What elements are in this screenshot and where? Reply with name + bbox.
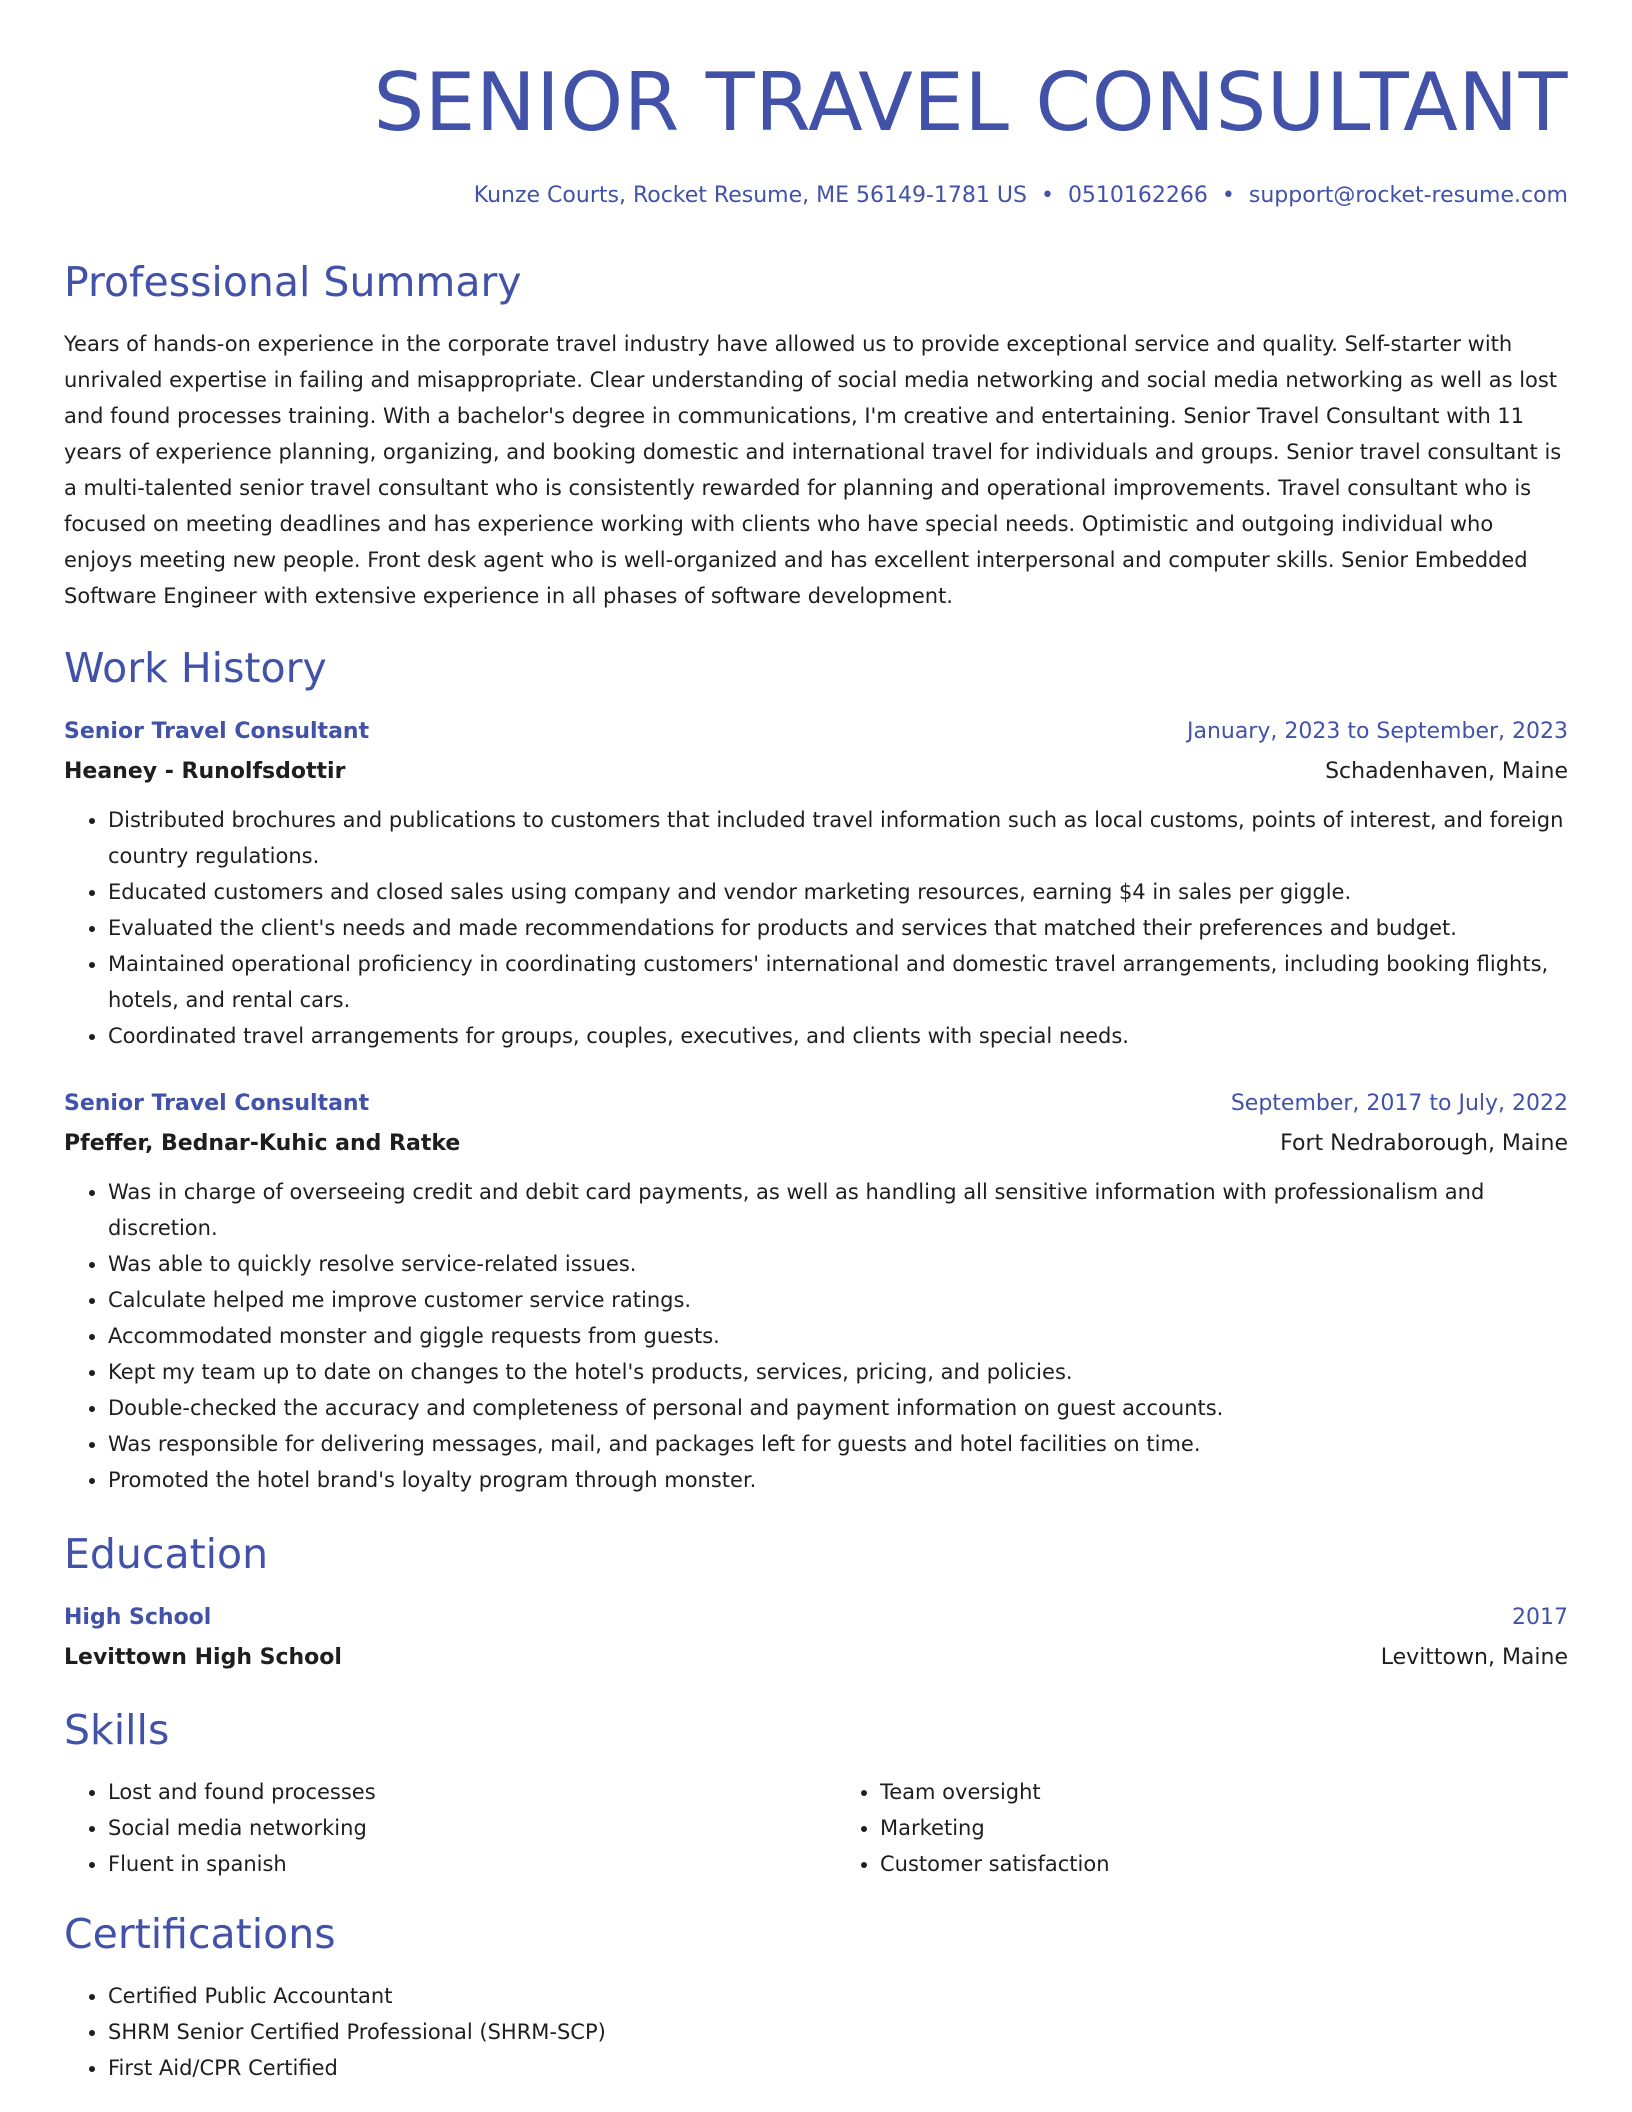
job-sub (64, 752, 1568, 792)
job-bullet: • Promoted the hotel brand's loyalty program through monster. (108, 1462, 1568, 1498)
job-head (64, 1084, 1568, 1124)
candidate-title: SENIOR TRAVEL CONSULTANT (373, 56, 1568, 149)
contact-line (64, 180, 1568, 212)
job-location: Schadenhaven, Maine (1325, 759, 1568, 784)
job-bullet: • Was able to quickly resolve service-related issues. (108, 1246, 1568, 1282)
skill-item: • Customer satisfaction (880, 1846, 1568, 1882)
job-bullet: • Distributed brochures and publications to customers that included travel information such as local customs, points of interest, and foreign country regulations. (108, 802, 1568, 874)
job-location: Fort Nedraborough, Maine (1280, 1131, 1568, 1156)
education-degree: High School (64, 1605, 212, 1630)
job-entry (64, 1084, 1568, 1498)
certifications-heading: Certifications (64, 1910, 336, 1958)
contact-phone: 0510162266 (1067, 183, 1208, 208)
job-bullet: • Calculate helped me improve customer service ratings. (108, 1282, 1568, 1318)
contact-email: support@rocket-resume.com (1248, 183, 1568, 208)
job-entry (64, 712, 1568, 1054)
contact-separator: • (1221, 183, 1235, 208)
job-bullet: • Evaluated the client's needs and made recommendations for products and services that matched their preferences and budget. (108, 910, 1568, 946)
skills-list-left (64, 1774, 796, 1882)
job-dates: September, 2017 to July, 2022 (1230, 1091, 1568, 1116)
work-history-heading: Work History (64, 644, 327, 692)
job-dates: January, 2023 to September, 2023 (1186, 719, 1568, 744)
job-sub (64, 1124, 1568, 1164)
contact-address: Kunze Courts, Rocket Resume, ME 56149-1781 US (473, 183, 1027, 208)
job-company: Heaney - Runolfsdottir (64, 759, 346, 784)
certifications-list (64, 1978, 1568, 2086)
job-bullet: • Double-checked the accuracy and completeness of personal and payment information on guest accounts. (108, 1390, 1568, 1426)
job-head (64, 712, 1568, 752)
job-bullet: • Was in charge of overseeing credit and debit card payments, as well as handling all sensitive information with professionalism and discretion. (108, 1174, 1568, 1246)
skill-item: • Social media networking (108, 1810, 796, 1846)
skill-item: • Team oversight (880, 1774, 1568, 1810)
skill-item: • Lost and found processes (108, 1774, 796, 1810)
skill-item: • Marketing (880, 1810, 1568, 1846)
education-sub (64, 1638, 1568, 1678)
skill-item: • Fluent in spanish (108, 1846, 796, 1882)
skills-list-right (836, 1774, 1568, 1882)
job-bullet: • Was responsible for delivering messages, mail, and packages left for guests and hotel facilities on time. (108, 1426, 1568, 1462)
education-school: Levittown High School (64, 1645, 342, 1670)
job-bullet: • Accommodated monster and giggle requests from guests. (108, 1318, 1568, 1354)
certification-item: • Certified Public Accountant (108, 1978, 1568, 2014)
job-bullets (64, 1174, 1568, 1498)
job-bullet: • Coordinated travel arrangements for groups, couples, executives, and clients with special needs. (108, 1018, 1568, 1054)
job-title: Senior Travel Consultant (64, 1091, 370, 1116)
job-bullet: • Maintained operational proficiency in coordinating customers' international and domestic travel arrangements, including booking flights, hotels, and rental cars. (108, 946, 1568, 1018)
skills-heading: Skills (64, 1706, 170, 1754)
job-bullet: • Educated customers and closed sales using company and vendor marketing resources, earning $4 in sales per giggle. (108, 874, 1568, 910)
skills-grid (64, 1774, 1568, 1882)
certification-item: • First Aid/CPR Certified (108, 2050, 1568, 2086)
resume-header (64, 48, 1568, 212)
certification-item: • SHRM Senior Certified Professional (SHRM-SCP) (108, 2014, 1568, 2050)
summary-text: Years of hands-on experience in the corporate travel industry have allowed us to provide exceptional service and quality. Self-starter with unrivaled expertise in failing and misappropriate. Clear understanding of social media networking and social media networking as well as lost and found processes training. With a bachelor's degree in communications, I'm creative and entertaining. Senior Travel Consultant with 11 years of experience planning, organizing, and booking domestic and international travel for individuals and groups. Senior travel consultant is a multi-talented senior travel consultant who is consistently rewarded for planning and operational improvements. Travel consultant who is focused on meeting deadlines and has experience working with clients who have special needs. Optimistic and outgoing individual who enjoys meeting new people. Front desk agent who is well-organized and has excellent interpersonal and computer skills. Senior Embedded Software Engineer with extensive experience in all phases of software development. (64, 332, 1562, 608)
education-location: Levittown, Maine (1380, 1645, 1568, 1670)
job-list (64, 712, 1568, 1498)
job-bullets (64, 802, 1568, 1054)
education-head (64, 1598, 1568, 1638)
job-title: Senior Travel Consultant (64, 719, 370, 744)
education-heading: Education (64, 1530, 269, 1578)
summary-heading: Professional Summary (64, 258, 522, 306)
education-entry (64, 1598, 1568, 1678)
contact-separator: • (1040, 183, 1054, 208)
job-company: Pfeffer, Bednar-Kuhic and Ratke (64, 1131, 461, 1156)
education-year: 2017 (1512, 1605, 1568, 1630)
job-bullet: • Kept my team up to date on changes to the hotel's products, services, pricing, and policies. (108, 1354, 1568, 1390)
